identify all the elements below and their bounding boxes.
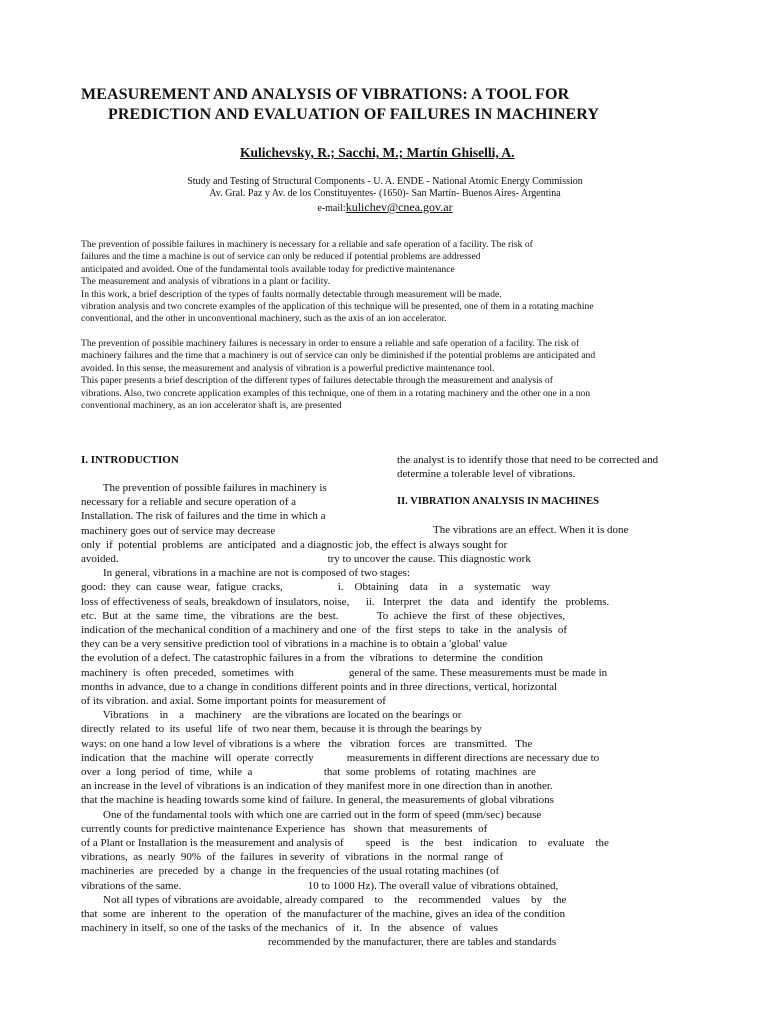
abstract-2-line: This paper presents a brief description of the different types of failures detectable through the measurement and analysis of [81,375,553,387]
authors: Kulichevsky, R.; Sacchi, M.; Martín Ghiselli, A. [240,145,515,160]
body-line: avoided. try to uncover the cause. This diagnostic work [81,553,531,565]
body-line: Not all types of vibrations are avoidable, already compared to the recommended values by the [81,893,567,906]
affiliation-email [120,200,650,215]
body-line: etc. But at the same time, the vibrations are the best. To achieve the first of these objectives, [81,609,566,622]
abstract-2-line: avoided. In this sense, the measurement and analysis of vibration is a powerful predictive maintenance tool. [81,362,495,374]
body-line: vibrations, as nearly 90% of the failures in severity of vibrations in the normal range of [81,851,504,864]
body-line: an increase in the level of vibrations is an indication of they manifest more in one direction than in another. [81,780,553,793]
abstract-1-line: vibration analysis and two concrete examples of the application of this technique will be presented, one of them in a rotating machine [81,301,594,313]
body-line: loss of effectiveness of seals, breakdown of insulators, noise, ii. Interpret the data and identify the problems. [81,595,610,608]
body-line: only if potential problems are anticipated and a diagnostic job, the effect is always sought for [81,538,508,551]
abstract-1-line: In this work, a brief description of the types of faults normally detectable through measurement will be made. [81,288,502,300]
body-line: machinery in itself, so one of the tasks of the mechanics of it. In the absence of values [81,922,498,935]
abstract-1-line: conventional, and the other in unconventional machinery, such as the axis of an ion accelerator. [81,313,447,325]
body-line: ways: on one hand a low level of vibrations is a where the vibration forces are transmitted. The [81,737,533,750]
body-line: machineries are preceded by a change in the frequencies of the usual rotating machines (of [81,865,500,878]
right-column-line: the analyst is to identify those that need to be corrected and [397,454,659,466]
right-column-line: determine a tolerable level of vibrations. [397,468,576,480]
body-line: over a long period of time, while a that some problems of rotating machines are [81,766,536,778]
abstract-1-line: The measurement and analysis of vibrations in a plant or facility. [81,276,331,288]
body-line: indication of the mechanical condition of a machinery and one of the first steps to take in the analysis of [81,624,567,636]
abstract-2-line: machinery failures and the time that a machinery is out of service can only be diminished if the potential problems are anticipated and [81,350,596,362]
body-line: One of the fundamental tools with which one are carried out in the form of speed (mm/sec) because [81,808,542,821]
body-line: months in advance, due to a change in conditions different points and in three directions, vertical, horizontal [81,680,558,693]
body-line: currently counts for predictive maintenance Experience has shown that measurements of [81,822,488,835]
body-line: the evolution of a defect. The catastrophic failures in a from the vibrations to determine the condition [81,652,543,665]
body-line: machinery is often preceded, sometimes with general of the same. These measurements must be made in [81,666,608,679]
body-line: Vibrations in a machinery are the vibrations are located on the bearings or [81,709,462,722]
body-line: In general, vibrations in a machine are not is composed of two stages: [81,567,410,580]
abstract-original [81,239,594,326]
body-line: good: they can cause wear, fatigue cracks, i. Obtaining data in a systematic way [81,581,551,594]
abstract-1-line: The prevention of possible failures in machinery is necessary for a reliable and safe operation of a facility. The risk of [81,239,533,250]
section-heading-introduction: I. INTRODUCTION [81,454,179,466]
title-line-1: MEASUREMENT AND ANALYSIS OF VIBRATIONS: A TOOL FOR [81,86,570,103]
body-line: indication that the machine will operate correctly measurements in different directions are necessary due to [81,751,600,764]
section-heading-vibration-analysis: II. VIBRATION ANALYSIS IN MACHINES [397,496,599,507]
abstract-revised [81,338,595,412]
body-line: vibrations of the same. 10 to 1000 Hz). The overall value of vibrations obtained, [81,879,559,892]
abstract-1-line: failures and the time a machine is out of service can only be reduced if potential problems are addressed [81,251,481,263]
abstract-2-line: The prevention of possible machinery failures is necessary in order to ensure a reliable and safe operation of a facility. The risk of [81,338,580,349]
email-address[interactable]: kulichev@cnea.gov.ar [345,200,453,214]
body-line: that some are inherent to the operation of the manufacturer of the machine, gives an idea of the condition [81,908,566,920]
body-line: machinery goes out of service may decrease [81,524,276,537]
abstract-2-line: vibrations. Also, two concrete application examples of this technique, one of them in a rotating machinery and the other one in a non [81,387,591,399]
body-line: directly related to its useful life of two near them, because it is through the bearings by [81,723,482,736]
abstract-1-line: anticipated and avoided. One of the fundamental tools available today for predictive maintenance [81,263,455,275]
body-line: of its vibration. and axial. Some important points for measurement of [81,695,386,707]
body-line: that the machine is heading towards some kind of failure. In general, the measurements of global vibrations [81,794,554,807]
title-line-2: PREDICTION AND EVALUATION OF FAILURES IN MACHINERY [108,106,600,123]
body-line: recommended by the manufacturer, there are tables and standards [81,936,557,949]
affiliation-line-1: Study and Testing of Structural Components - U. A. ENDE - National Atomic Energy Commission [187,176,583,187]
body-line: The prevention of possible failures in machinery is [81,482,327,494]
email-label: e-mail: [317,203,346,214]
body-line: of a Plant or Installation is the measurement and analysis of speed is the best indication to evaluate the [81,837,609,849]
abstract-2-line: conventional machinery, as an ion accelerator shaft is, are presented [81,400,342,412]
body-line: Installation. The risk of failures and the time in which a [81,510,326,523]
right-column-line: The vibrations are an effect. When it is done [433,524,629,536]
body-line: necessary for a reliable and secure operation of a [81,496,296,509]
body-line: they can be a very sensitive prediction tool of vibrations in a machine is to obtain a 'global' value [81,638,508,651]
affiliation-line-2: Av. Gral. Paz y Av. de los Constituyentes- (1650)- San Martín- Buenos Aires- Argentina [209,188,561,199]
